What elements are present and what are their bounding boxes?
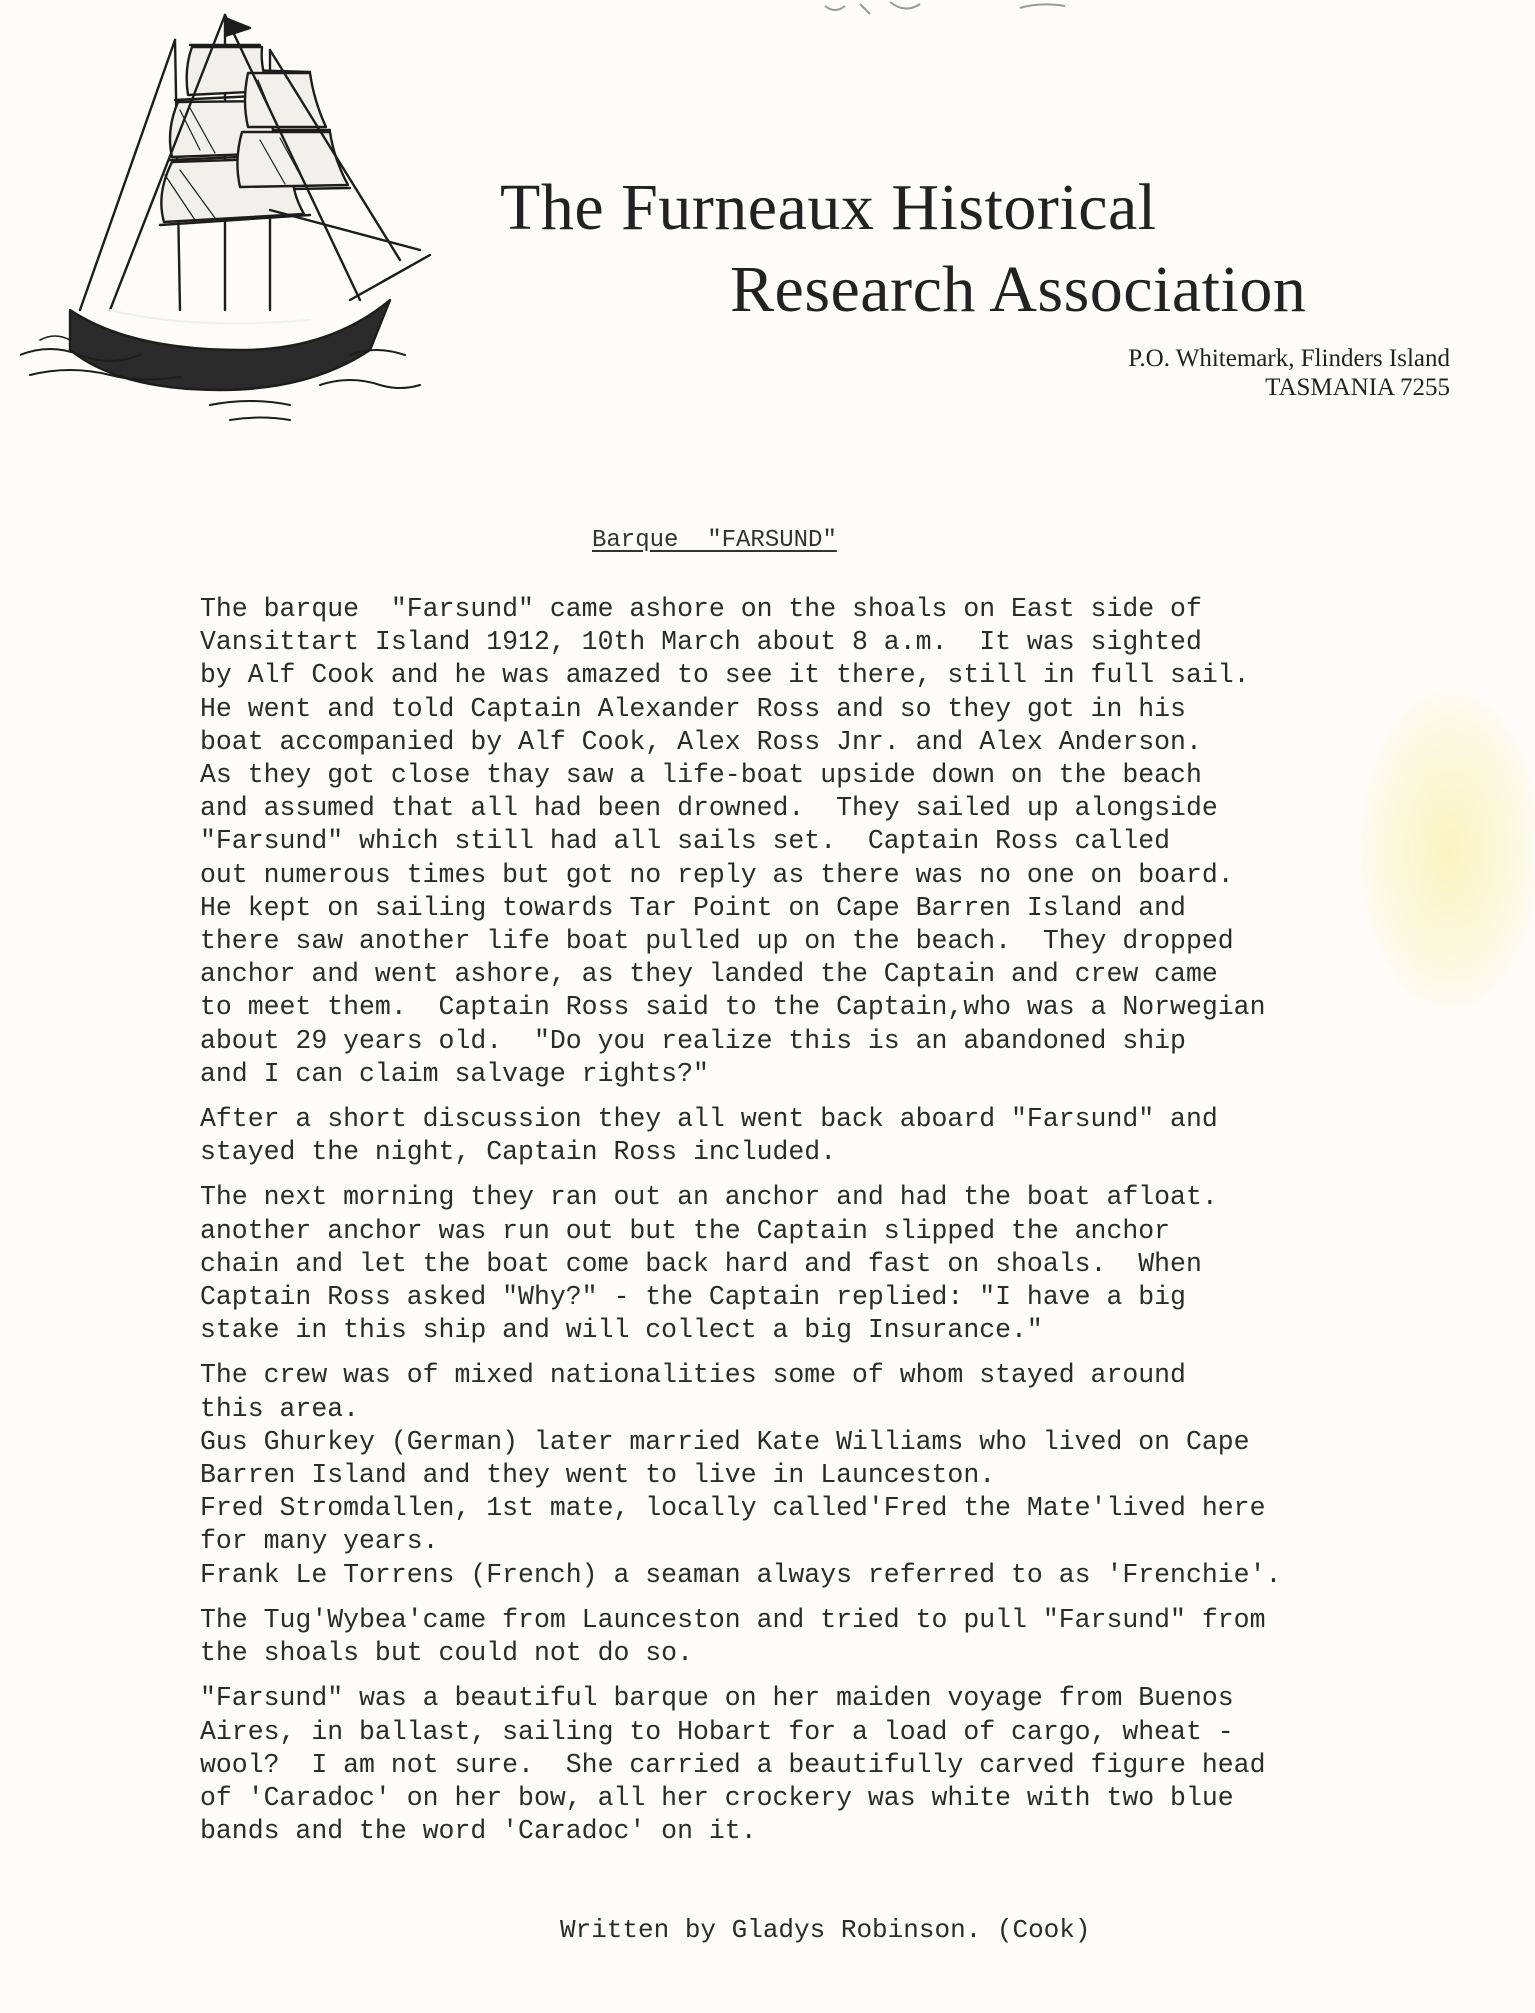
text-line: Frank Le Torrens (French) a seaman always referred to as 'Frenchie'. [200, 1559, 1282, 1590]
text-line: The Tug'Wybea'came from Launceston and tried to pull "Farsund" from [200, 1604, 1266, 1635]
text-line: out numerous times but got no reply as there was no one on board. [200, 859, 1234, 890]
text-line: stayed the night, Captain Ross included. [200, 1137, 837, 1168]
text-line: anchor and went ashore, as they landed the Captain and crew came [200, 959, 1218, 990]
document-body [200, 593, 1360, 1860]
author-signature-line: Written by Gladys Robinson. (Cook) [560, 1915, 1091, 1945]
text-line: and I can claim salvage rights?" [200, 1058, 709, 1089]
text-line: for many years. [200, 1526, 439, 1557]
text-line: "Farsund" which still had all sails set. Captain Ross called [200, 826, 1171, 857]
text-line: Barren Island and they went to live in Launceston. [200, 1460, 996, 1491]
text-line: bands and the word 'Caradoc' on it. [200, 1816, 757, 1847]
text-line: another anchor was run out but the Captain slipped the anchor [200, 1215, 1171, 1246]
text-line: boat accompanied by Alf Cook, Alex Ross Jnr. and Alex Anderson. [200, 726, 1202, 757]
text-line: chain and let the boat come back hard and fast on shoals. When [200, 1248, 1202, 1279]
text-line: wool? I am not sure. She carried a beautifully carved figure head [200, 1749, 1266, 1780]
paper-stain [1360, 690, 1535, 1010]
text-line: The crew was of mixed nationalities some of whom stayed around [200, 1360, 1186, 1391]
paragraph [200, 1682, 1360, 1848]
address-line2: TASMANIA 7255 [1265, 374, 1450, 401]
text-line: Fred Stromdallen, 1st mate, locally called'Fred the Mate'lived here [200, 1493, 1266, 1524]
text-line: by Alf Cook and he was amazed to see it there, still in full sail. [200, 660, 1250, 691]
text-line: to meet them. Captain Ross said to the Captain,who was a Norwegian [200, 992, 1266, 1023]
paragraph [200, 1181, 1360, 1347]
text-line: and assumed that all had been drowned. They sailed up alongside [200, 793, 1218, 824]
text-line: there saw another life boat pulled up on the beach. They dropped [200, 926, 1234, 957]
text-line: Gus Ghurkey (German) later married Kate Williams who lived on Cape [200, 1426, 1250, 1457]
paragraph [200, 1604, 1360, 1670]
scribble-marks [820, 0, 1080, 22]
text-line: Vansittart Island 1912, 10th March about 8 a.m. It was sighted [200, 627, 1202, 658]
organization-name-line1: The Furneaux Historical [500, 171, 1157, 244]
document-title: Barque "FARSUND" [592, 527, 837, 554]
text-line: the shoals but could not do so. [200, 1638, 693, 1669]
text-line: Aires, in ballast, sailing to Hobart for a load of cargo, wheat - [200, 1716, 1234, 1747]
paragraph [200, 1359, 1360, 1591]
text-line: The barque "Farsund" came ashore on the shoals on East side of [200, 594, 1202, 624]
sailing-ship-icon [20, 10, 440, 430]
address-line1: P.O. Whitemark, Flinders Island [1128, 345, 1450, 372]
text-line: "Farsund" was a beautiful barque on her maiden voyage from Buenos [200, 1683, 1234, 1714]
text-line: He kept on sailing towards Tar Point on Cape Barren Island and [200, 892, 1186, 923]
text-line: Captain Ross asked "Why?" - the Captain replied: "I have a big [200, 1282, 1186, 1313]
organization-name-line2: Research Association [730, 253, 1307, 326]
text-line: of 'Caradoc' on her bow, all her crockery was white with two blue [200, 1782, 1234, 1813]
text-line: The next morning they ran out an anchor and had the boat afloat. [200, 1182, 1218, 1213]
text-line: about 29 years old. "Do you realize this is an abandoned ship [200, 1025, 1186, 1056]
text-line: After a short discussion they all went back aboard "Farsund" and [200, 1104, 1218, 1135]
text-line: stake in this ship and will collect a big Insurance." [200, 1315, 1043, 1346]
paragraph [200, 593, 1360, 1091]
text-line: this area. [200, 1393, 360, 1424]
text-line: As they got close thay saw a life-boat upside down on the beach [200, 760, 1202, 791]
text-line: He went and told Captain Alexander Ross and so they got in his [200, 693, 1186, 724]
paragraph [200, 1103, 1360, 1169]
